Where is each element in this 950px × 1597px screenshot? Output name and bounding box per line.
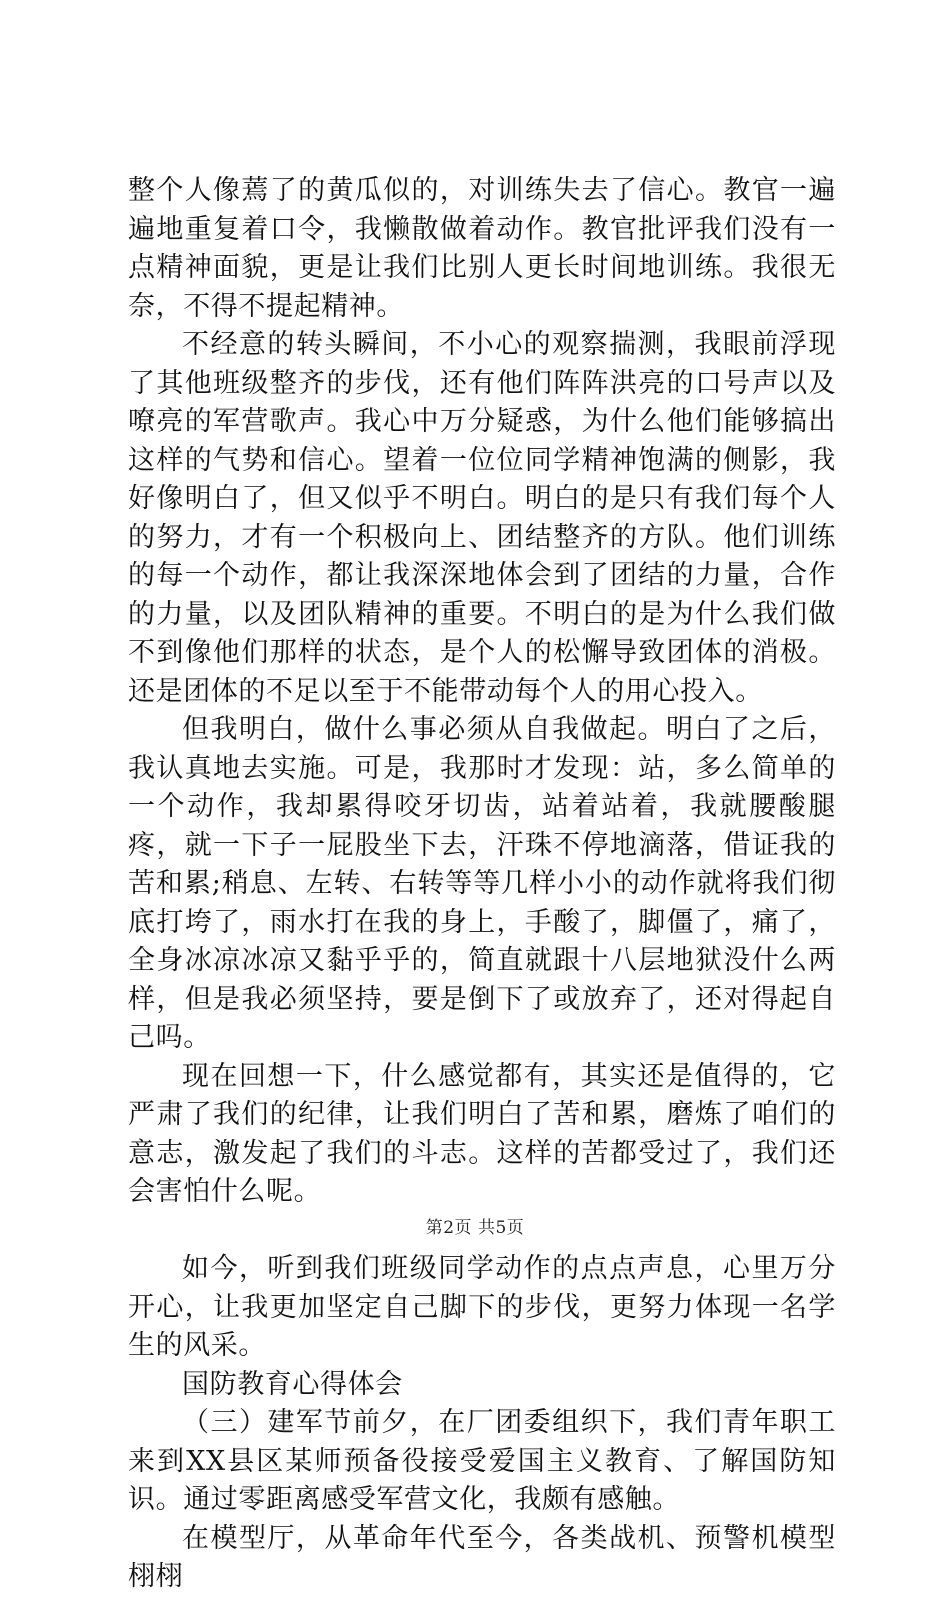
paragraph-4: 现在回想一下，什么感觉都有，其实还是值得的，它严肃了我们的纪律，让我们明白了苦和累，磨炼了咱们的意志，激发起了我们的斗志。这样的苦都受过了，我们还会害怕什么呢。 xyxy=(128,1060,836,1207)
page-number-label: 第2页 共5页 xyxy=(425,1218,525,1238)
paragraph-6: （三）建军节前夕，在厂团委组织下，我们青年职工来到XX县区某师预备役接受爱国主义教育、了解国防知识。通过零距离感受军营文化，我颇有感触。 xyxy=(128,1407,836,1515)
paragraph-1: 整个人像蔫了的黄瓜似的，对训练失去了信心。教官一遍遍地重复着口令，我懒散做着动作。教官批评我们没有一点精神面貌，更是让我们比别人更长时间地训练。我很无奈，不得不提起精神。 xyxy=(128,175,836,322)
paragraph-3: 但我明白，做什么事必须从自我做起。明白了之后，我认真地去实施。可是，我那时才发现：站，多么简单的一个动作，我却累得咬牙切齿，站着站着，我就腰酸腿疼，就一下子一屁股坐下去，汗珠不停地滴落，借证我的苦和累;稍息、左转、右转等等几样小小的动作就将我们彻底打垮了，雨水打在我的身上，手酸了，脚僵了，痛了，全身冰凉冰凉又黏乎乎的，简直就跟十八层地狱没什么两样，但是我必须坚持，要是倒下了或放弃了，还对得起自己吗。 xyxy=(128,714,836,1053)
paragraph-5: 如今，听到我们班级同学动作的点点声息，心里万分开心，让我更加坚定自己脚下的步伐，更努力体现一名学生的风采。 xyxy=(128,1253,836,1361)
section-heading: 国防教育心得体会 xyxy=(182,1368,403,1400)
document-body xyxy=(128,172,836,1597)
page-footer xyxy=(0,1213,950,1238)
paragraph-7: 在模型厅，从革命年代至今，各类战机、预警机模型栩栩 xyxy=(128,1522,836,1592)
paragraph-2: 不经意的转头瞬间，不小心的观察揣测，我眼前浮现了其他班级整齐的步伐，还有他们阵阵洪亮的口号声以及嘹亮的军营歌声。我心中万分疑惑，为什么他们能够搞出这样的气势和信心。望着一位位同学精神饱满的侧影，我好像明白了，但又似乎不明白。明白的是只有我们每个人的努力，才有一个积极向上、团结整齐的方队。他们训练的每一个动作，都让我深深地体会到了团结的力量，合作的力量，以及团队精神的重要。不明白的是为什么我们做不到像他们那样的状态，是个人的松懈导致团体的消极。还是团体的不足以至于不能带动每个人的用心投入。 xyxy=(128,329,836,707)
